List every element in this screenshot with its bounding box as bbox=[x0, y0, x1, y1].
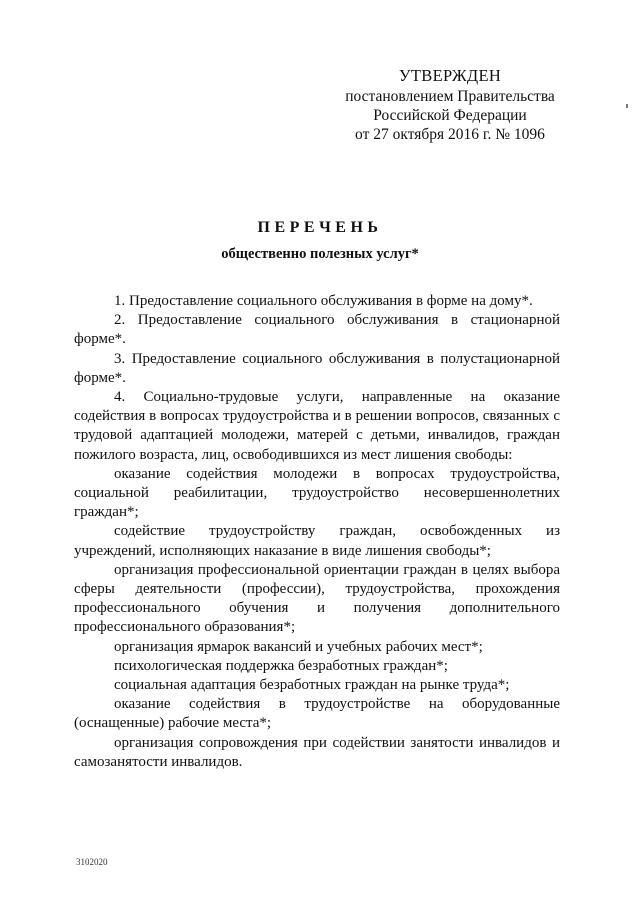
document-title: ПЕРЕЧЕНЬ bbox=[257, 219, 383, 236]
sub-list-item: социальная адаптация безработных граждан на рынке труда*; bbox=[114, 677, 510, 694]
approval-line-government: Российской Федерации bbox=[373, 107, 527, 124]
sub-list-item: содействие трудоустройству граждан, освобожденных из учреждений, исполняющих наказание в виде лишения свободы*; bbox=[74, 523, 560, 559]
sub-list-item: организация ярмарок вакансий и учебных рабочих мест*; bbox=[114, 638, 483, 655]
sub-list-item: оказание содействия молодежи в вопросах трудоустройства, социальной реабилитации, трудоустройство несовершеннолетних граждан*; bbox=[74, 465, 560, 521]
approval-line-decree: постановлением Правительства bbox=[345, 88, 555, 105]
document-body bbox=[74, 292, 560, 772]
approval-line-date-number: от 27 октября 2016 г. № 1096 bbox=[355, 126, 545, 143]
sub-list-item: организация сопровождения при содействии занятости инвалидов и самозанятости инвалидов. bbox=[74, 734, 560, 770]
list-item: 1. Предоставление социального обслуживания в форме на дому*. bbox=[114, 293, 533, 309]
list-item: 2. Предоставление социального обслуживания в стационарной форме*. bbox=[74, 312, 560, 348]
approval-block bbox=[330, 66, 570, 144]
approval-heading: УТВЕРЖДЕН bbox=[398, 66, 502, 85]
list-item: 4. Социально-трудовые услуги, направленные на оказание содействия в вопросах трудоустройства и в решении вопросов, связанных с трудовой адаптацией молодежи, матерей с детьми, инвалидов, граждан пожилого возраста, лиц, освободившихся из мест лишения свободы: bbox=[74, 389, 560, 463]
document-code: 3102020 bbox=[76, 857, 108, 867]
list-item: 3. Предоставление социального обслуживания в полустационарной форме*. bbox=[74, 350, 560, 386]
document-subtitle: общественно полезных услуг* bbox=[221, 246, 419, 262]
sub-list-item: организация профессиональной ориентации граждан в целях выбора сферы деятельности (профессии), трудоустройства, прохождения профессионального обучения и получения дополнительного профессионального образования*; bbox=[74, 561, 560, 636]
sub-list-item: оказание содействия в трудоустройстве на оборудованные (оснащенные) рабочие места*; bbox=[74, 696, 560, 732]
scan-edge-mark bbox=[626, 104, 628, 108]
sub-list-item: психологическая поддержка безработных граждан*; bbox=[114, 657, 448, 674]
